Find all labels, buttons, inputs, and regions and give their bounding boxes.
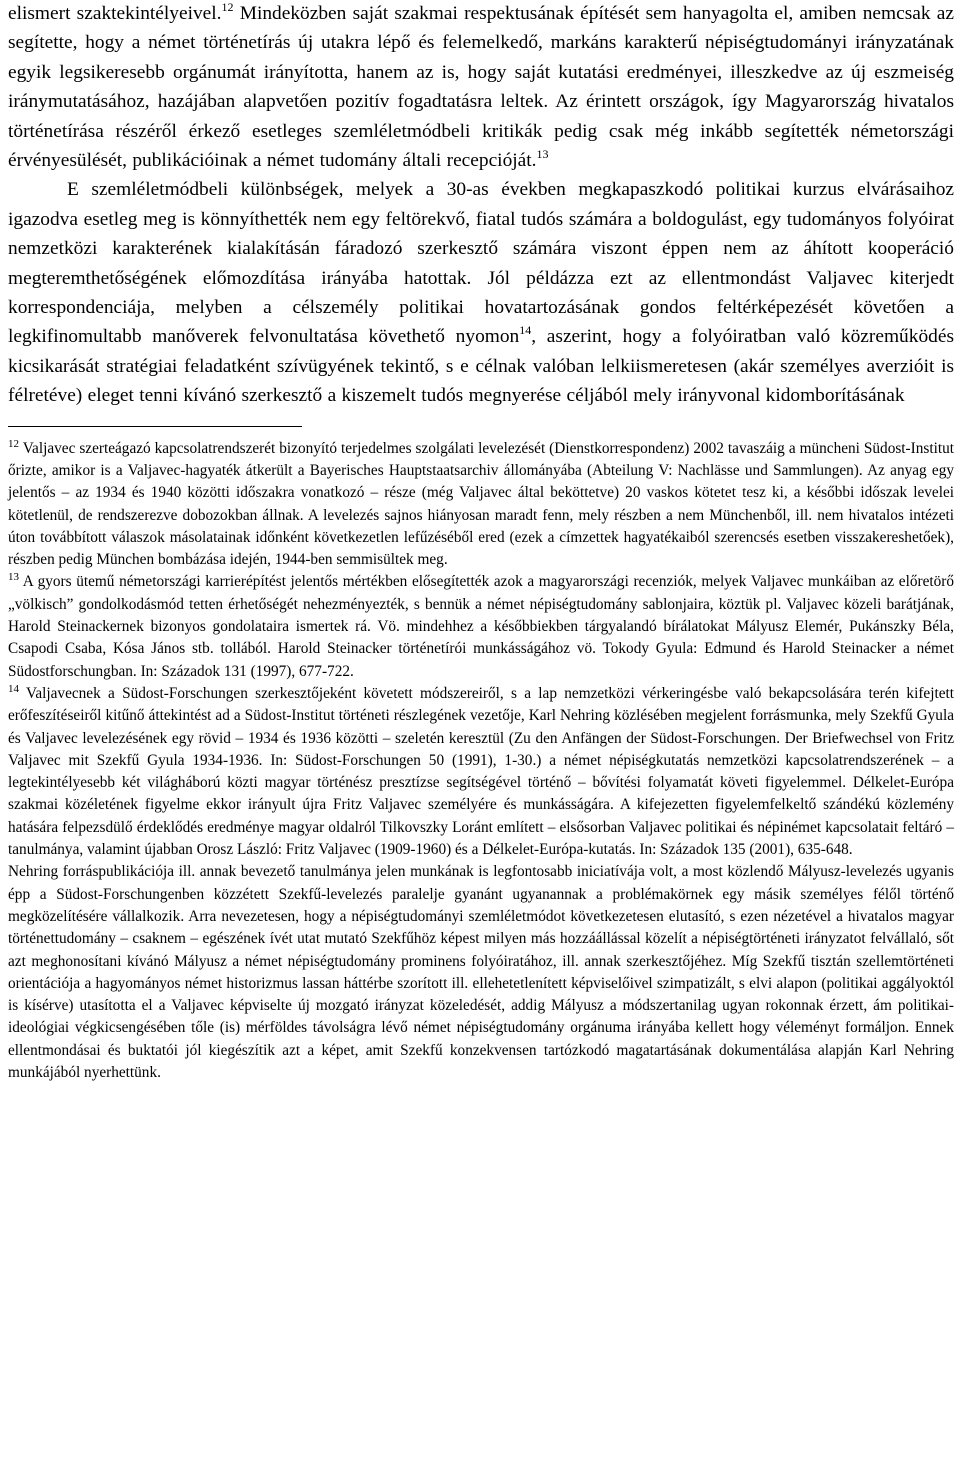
footnote-14 bbox=[8, 683, 954, 861]
footnote-12-text: Valjavec szerteágazó kapcsolatrendszerét bizonyító terjedelmes szolgálati levelezését (Dienstkorrespondenz) 2002 tavaszáig a müncheni Südost-Institut őrizte, amikor is a Valjavec-hagyaték átkerült a Bayerisches Hauptstaatsarchiv állományába (Abteilung V: Nachlässe und Sammlungen). Az anyag egy jelentős – az 1934 és 1940 közötti időszakra vonatkozó – része (még Valjavec által beköttetve) 20 vaskos kötetet tesz ki, a későbbi időszak levelei kötetlenül, de rendszerezve dobozokban állnak. A levelezés sajnos hiányosan maradt fenn, mely részben a nem Münchenből, ill. nem hivatalos intézeti úton továbbított válaszok másolatainak időnként következetlen lefűzéséből ered (ezek a címzettek hagyatékaiból szerencsés esetben visszakereshetőek), részben pedig München bombázása idején, 1944-ben semmisültek meg. bbox=[8, 439, 954, 569]
footnote-12 bbox=[8, 438, 954, 572]
footnote-13 bbox=[8, 571, 954, 682]
footnote-reference-13[interactable]: 13 bbox=[536, 147, 549, 162]
footnote-13-text: A gyors ütemű németországi karrierépítést jelentős mértékben elősegítették azok a magyarországi recenziók, melyek Valjavec munkáiban az előretörő „völkisch” gondolkodásmód tetten érhetőségét nehezményezték, s bennük a német népiségtudomány sablonjaira, köztük pl. Valjavec közeli barátjának, Harold Steinackernek bizonyos gondolataira ismertek rá. Vö. mindehhez a későbbiekben tárgyalandó bírálatokat Mályusz Elemér, Pukánszky Béla, Csapodi Csaba, Kósa János stb. tollából. Harold Steinacker történetírói munkásságához vö. Tokody Gyula: Edmund és Harold Steinacker a német Südostforschungban. In: Századok 131 (1997), 677-722. bbox=[8, 573, 954, 680]
footnote-14-text: Valjavecnek a Südost-Forschungen szerkesztőjeként követett módszereiről, s a lap nemzetközi vérkeringésbe való bekapcsolására terén kifejtett erőfeszítéseiről kitűnő áttekintést ad a Südost-Institut történeti részlegének vezetője, Karl Nehring közlésében megjelent forrásmunka, mely Szekfű Gyula és Valjavec levelezésének egy rövid – 1934 és 1936 közötti – szeletén keresztül (Zu den Anfängen der Südost-Forschungen. Der Briefwechsel von Fritz Valjavec mit Szekfű Gyula 1934-1936. In: Südost-Forschungen 50 (1991), 1-30.) a német népiségkutatás nemzetközi kapcsolatrendszerének – a legtekintélyesebb két világháború közti magyar történész presztízse segítségével történő – bővítési folyamatát követi figyelemmel. Délkelet-Európa szakmai közéletének figyelme ekkor irányult újra Fritz Valjavec személyére és munkásságára. A kifejezetten figyelemfelkeltő szándékú közlemény hatására felpezsdülő érdeklődés eredménye magyar oldalról Tilkovszky Loránt említett – elsősorban Valjavec politikai és népinémet kapcsolatait feltáró – tanulmánya, valamint újabban Orosz László: Fritz Valjavec (1909-1960) és a Délkelet-Európa-kutatás. In: Századok 135 (2001), 635-648. bbox=[8, 684, 954, 859]
footnote-13-mark: 13 bbox=[8, 571, 19, 584]
document-page bbox=[8, 0, 954, 1084]
paragraph-2-end: , aszerint, hogy a folyóiratban való közreműködés kicsikarását stratégiai feladatként szívügyének tekintő, s e célnak valóban lelkiismeretesen (akár személyes averzióit is félretéve) eleget tenni kívánó szerkesztő a kiszemelt tudós megnyerése céljából mely irányvonal kidomborításának bbox=[8, 326, 954, 407]
footnote-separator bbox=[8, 426, 302, 427]
body-paragraph-2 bbox=[8, 175, 954, 410]
paragraph-2-start: E szemléletmódbeli különbségek, melyek a 30-as években megkapaszkodó politikai kurzus elvárásaihoz igazodva esetleg meg is könnyíthették nem egy feltörekvő, fiatal tudós számára a boldogulást, egy tudományos folyóirat nemzetközi karakterének kialakításán fáradozó szerkesztő számára viszont éppen nem az áhított kooperáció megteremthetőségének előmozdítása irányába hatottak. Jól példázza ezt az ellentmondást Valjavec kiterjedt korrespondenciája, melyben a célszemély politikai hovatartozásának gondos feltérképezését követően a legkifinomultabb manőverek felvonultatása követhető nyomon bbox=[8, 179, 954, 348]
footnote-reference-14[interactable]: 14 bbox=[519, 323, 532, 338]
body-paragraph-1 bbox=[8, 0, 954, 175]
footnote-12-mark: 12 bbox=[8, 437, 19, 450]
footnote-reference-12[interactable]: 12 bbox=[221, 0, 234, 14]
footnote-14-continuation: Nehring forráspublikációja ill. annak bevezető tanulmánya jelen munkának is legfontosabb iniciatívája volt, a most közlendő Mályusz-levelezés ugyanis épp a Südost-Forschungenben közzétett Szekfű-levelezés paralelje gyanánt ugyanannak a problémakörnek egy másik személyes félől történő megközelítésére vállalkozik. Arra nevezetesen, hogy a népiségtudományi szemléletmódot következetesen elutasító, s ezen nézetével a hivatalos magyar történettudomány – csaknem – egészének ívét utat mutató Szekfűhöz képest milyen más hozzáállással közelít a népiségtörténeti irányzatot felvállaló, sőt azt meghonosítani kívánó Mályusz a német népiségtudomány prominens folyóiratához, ill. annak szerkesztőjéhez. Míg Szekfű tisztán szellemtörténeti orientációja a hagyományos német historizmus lassan háttérbe szorított ill. ellehetetlenített képviselőivel szimpatizált, s elvi alapon (politikai aggályoktól is kísérve) utasította el a Valjavec képviselte új mozgató irányzat közeledését, addig Mályusz a módszertanilag ugyan rokonnak érzett, ám politikai-ideológiai végkicsengésében tőle (is) mérföldes távolságra lévő német népiségtudomány orgánuma irányába kellett hogy véleményt formáljon. Ennek ellentmondásai és buktatói jól kiegészítik azt a képet, amit Szekfű konzekvensen tartózkodó magatartásának dokumentálása alapján Karl Nehring munkájából nyerhettünk. bbox=[8, 863, 954, 1081]
paragraph-1-start: elismert szaktekintélyeivel. bbox=[8, 3, 222, 24]
footnote-14-mark: 14 bbox=[8, 682, 19, 695]
paragraph-1-end: Mindeközben saját szakmai respektusának építését sem hanyagolta el, amiben nemcsak az segítette, hogy a német történetírás új utakra lépő és felemelkedő, markáns karakterű népiségtudományi irányzatának egyik legsikeresebb orgánumát irányította, hanem az is, hogy saját kutatási eredményei, illeszkedve az új eszmeiség iránymutatásához, hazájában alapvetően pozitív fogadtatásra leltek. Az érintett országok, így Magyarország hivatalos történetírása részéről érkező esetleges szemléletmódbeli kritikák pedig csak még inkább segítették németországi érvényesülését, publikációinak a német tudomány általi recepcióját. bbox=[8, 3, 954, 172]
